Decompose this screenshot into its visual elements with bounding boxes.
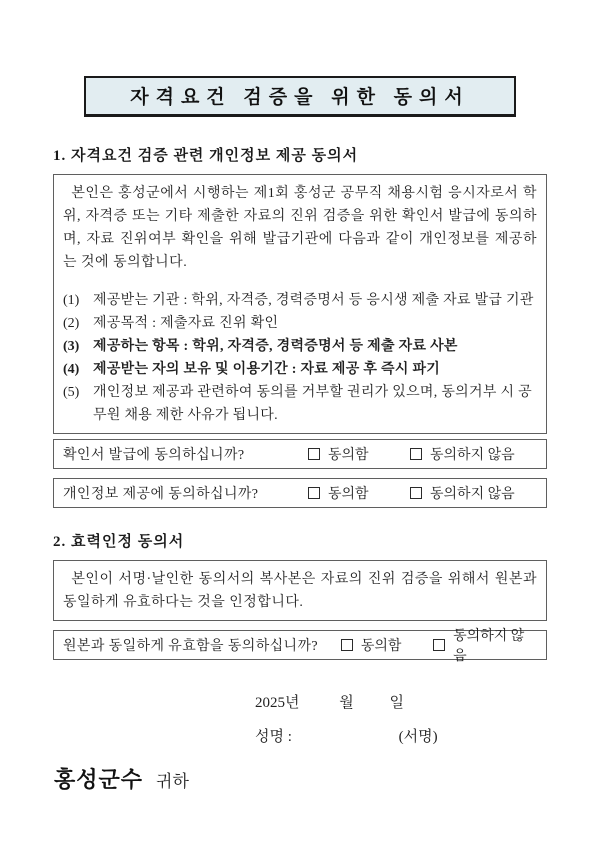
footer-recipient-line (54, 763, 547, 794)
list-item (63, 312, 537, 335)
agree-label: 동의함 (328, 487, 369, 502)
option-agree (341, 635, 433, 655)
agree-checkbox[interactable] (341, 639, 353, 651)
disagree-checkbox[interactable] (410, 487, 422, 499)
disagree-label: 동의하지 않음 (430, 448, 515, 463)
item-text: 개인정보 제공과 관련하여 동의를 거부할 권리가 있으며, 동의거부 시 공무원 채용 제한 사유가 됩니다. (93, 385, 532, 423)
question-row-copy-validity (53, 629, 547, 664)
date-day: 일 (389, 695, 404, 711)
signature-placeholder: (서명) (398, 729, 438, 745)
option-disagree (433, 625, 537, 665)
option-agree (308, 444, 410, 464)
option-agree (308, 483, 410, 503)
list-item (63, 289, 537, 312)
question-row-personal-info (53, 478, 547, 508)
option-disagree (410, 483, 515, 503)
disagree-checkbox[interactable] (433, 639, 445, 651)
section2-heading: 2. 효력인정 동의서 (53, 534, 185, 550)
document-title-box (84, 76, 516, 117)
item-number: (1) (63, 293, 80, 308)
section1-paragraph: 본인은 홍성군에서 시행하는 제1회 홍성군 공무직 채용시험 응시자로서 학위, 자격증 또는 기타 제출한 자료의 진위 검증을 위한 확인서 발급에 동의하며, 자료 진위여부 확인을 위해 발급기관에 다음과 같이 개인정보를 제공하는 것에 동의합니다. (63, 186, 537, 270)
section1-item-list (63, 289, 537, 427)
question-row-certificate-issue (53, 439, 547, 469)
disagree-label: 동의하지 않음 (430, 487, 515, 502)
question-text: 확인서 발급에 동의하십니까? (63, 448, 245, 463)
item-text: 제공받는 기관 : 학위, 자격증, 경력증명서 등 응시생 제출 자료 발급 기관 (93, 293, 534, 308)
agree-checkbox[interactable] (308, 448, 320, 460)
option-disagree (410, 444, 515, 464)
signature-date-line (255, 691, 547, 712)
recipient-name: 홍성군수 (54, 767, 144, 792)
section2-consent-box (53, 560, 547, 621)
item-number: (2) (63, 316, 80, 331)
question-text: 개인정보 제공에 동의하십니까? (63, 487, 259, 502)
agree-checkbox[interactable] (308, 487, 320, 499)
signature-name-line (255, 725, 547, 746)
name-label: 성명 : (255, 729, 292, 745)
list-item (63, 358, 537, 381)
disagree-checkbox[interactable] (410, 448, 422, 460)
date-year: 2025년 (255, 695, 300, 711)
disagree-label: 동의하지 않음 (453, 629, 525, 664)
agree-label: 동의함 (360, 639, 402, 654)
item-text: 제공하는 항목 : 학위, 자격증, 경력증명서 등 제출 자료 사본 (93, 339, 458, 354)
document-title: 자격요건 검증을 위한 동의서 (130, 87, 470, 108)
section1-consent-box (53, 174, 547, 434)
item-text: 제공목적 : 제출자료 진위 확인 (93, 316, 279, 331)
item-number: (3) (63, 339, 80, 354)
list-item (63, 335, 537, 358)
item-number: (5) (63, 385, 80, 400)
section2-paragraph: 본인이 서명·날인한 동의서의 복사본은 자료의 진위 검증을 위해서 원본과 동일하게 유효하다는 것을 인정합니다. (63, 572, 537, 610)
date-month: 월 (339, 695, 354, 711)
question-text: 원본과 동일하게 유효함을 동의하십니까? (63, 639, 319, 654)
section1-heading: 1. 자격요건 검증 관련 개인정보 제공 동의서 (53, 148, 359, 164)
recipient-honorific: 귀하 (156, 772, 189, 791)
item-number: (4) (63, 362, 80, 377)
agree-label: 동의함 (328, 448, 369, 463)
list-item (63, 381, 537, 427)
item-text: 제공받는 자의 보유 및 이용기간 : 자료 제공 후 즉시 파기 (93, 362, 441, 377)
signature-block (255, 691, 547, 746)
